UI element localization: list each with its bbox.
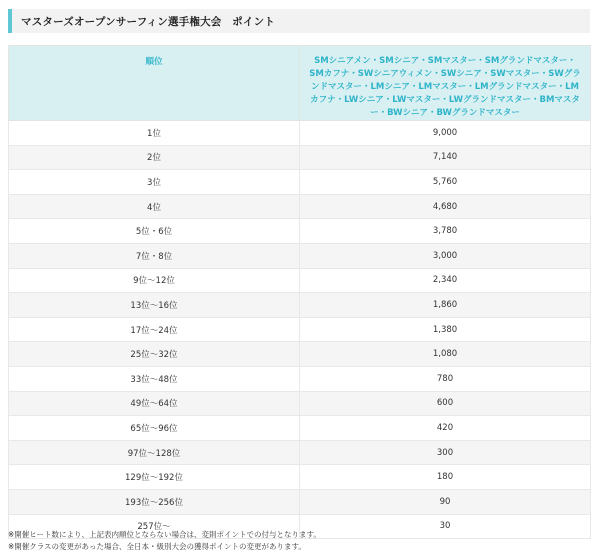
table-row [9,243,591,268]
page-title: マスターズオープンサーフィン選手権大会 ポイント [21,16,275,28]
column-header-rank [9,46,300,121]
rank-cell: 193位〜256位 [9,489,300,514]
rank-cell: 1位 [9,121,300,146]
table-row [9,219,591,244]
table-row [9,145,591,170]
footnote: ※開催クラスの変更があった場合、全日本・級別大会の獲得ポイントの変更があります。 [8,542,306,551]
rank-cell: 33位〜48位 [9,366,300,391]
points-cell: 3,000 [300,243,591,268]
table-row [9,293,591,318]
rank-cell: 129位〜192位 [9,465,300,490]
table-row [9,391,591,416]
points-cell: 420 [300,416,591,441]
points-cell: 1,080 [300,342,591,367]
rank-cell: 49位〜64位 [9,391,300,416]
table-row [9,440,591,465]
rank-cell: 13位〜16位 [9,293,300,318]
table-row [9,489,591,514]
rank-cell: 5位・6位 [9,219,300,244]
rank-cell: 3位 [9,170,300,195]
rank-cell: 2位 [9,145,300,170]
table-row [9,194,591,219]
footnotes [8,529,321,553]
table-row [9,121,591,146]
table-row [9,416,591,441]
points-cell: 300 [300,440,591,465]
column-header-categories [300,46,591,121]
table-row [9,366,591,391]
rank-cell: 257位〜 [9,514,300,539]
rank-cell: 7位・8位 [9,243,300,268]
points-cell: 7,140 [300,145,591,170]
points-table [8,45,591,539]
points-cell: 180 [300,465,591,490]
table-row [9,268,591,293]
table-body [9,121,591,539]
points-cell: 4,680 [300,194,591,219]
table-header-row [9,46,591,121]
rank-cell: 4位 [9,194,300,219]
points-cell: 3,780 [300,219,591,244]
points-cell: 600 [300,391,591,416]
section-header [8,9,590,33]
points-cell: 9,000 [300,121,591,146]
rank-cell: 65位〜96位 [9,416,300,441]
footnote: ※開催ヒート数により、上記表内順位とならない場合は、変則ポイントでの付与となります。 [8,530,321,539]
rank-header-label: 順位 [145,57,163,67]
points-cell: 5,760 [300,170,591,195]
table-row [9,342,591,367]
points-cell: 2,340 [300,268,591,293]
points-cell: 1,860 [300,293,591,318]
rank-cell: 25位〜32位 [9,342,300,367]
table-row [9,317,591,342]
points-cell: 780 [300,366,591,391]
table-row [9,465,591,490]
table-row [9,170,591,195]
rank-cell: 17位〜24位 [9,317,300,342]
rank-cell: 97位〜128位 [9,440,300,465]
points-cell: 1,380 [300,317,591,342]
points-cell: 30 [300,514,591,539]
categories-header-label: SMシニアメン・SMシニア・SMマスター・SMグランドマスター・SMカフナ・SWシニアウィメン・SWシニア・SWマスター・SWグランドマスター・LMシニア・LMマスター・LMグランドマスター・LMカフナ・LWシニア・LWマスター・LWグランドマスター・BMマスター・BWシニア・BWグランドマスター [309,56,581,118]
points-cell: 90 [300,489,591,514]
rank-cell: 9位〜12位 [9,268,300,293]
